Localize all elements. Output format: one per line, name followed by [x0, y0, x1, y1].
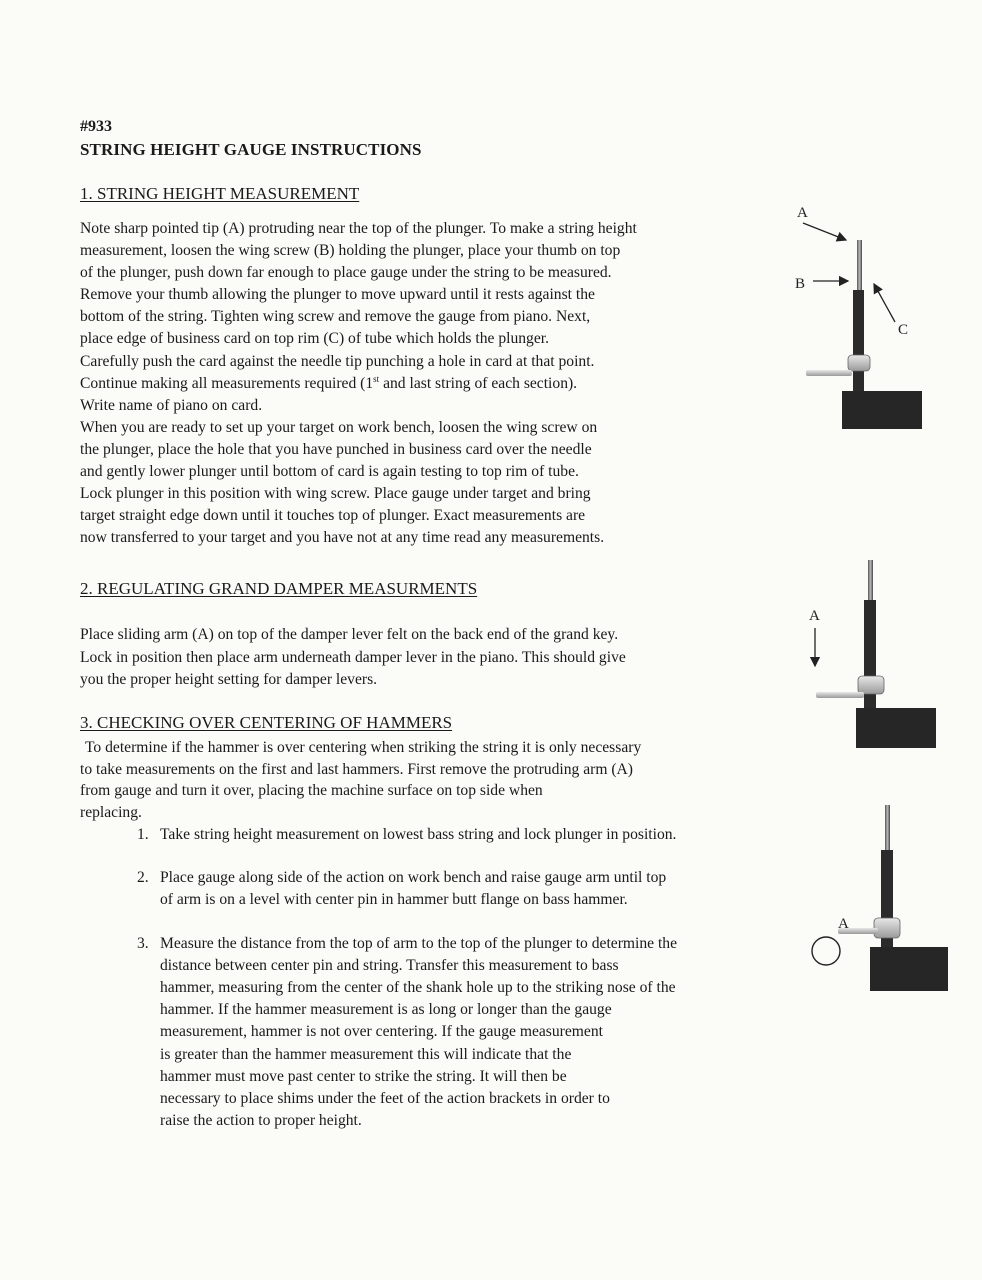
- text-line: hammer, measuring from the center of the shank hole up to the striking nose of the: [160, 979, 676, 997]
- label-b: B: [795, 276, 806, 292]
- gauge-collar: [848, 355, 870, 371]
- text-line: the plunger, place the hole that you have punched in business card over the needle: [80, 440, 592, 458]
- step-number: 3.: [137, 934, 149, 952]
- text-line: Place sliding arm (A) on top of the damper lever felt on the back end of the grand key.: [80, 626, 619, 643]
- text-line: Carefully push the card against the needle tip punching a hole in card at that point.: [80, 352, 595, 370]
- text-line: distance between center pin and string. Transfer this measurement to bass: [160, 956, 619, 974]
- text-line: from gauge and turn it over, placing the machine surface on top side when: [80, 782, 543, 799]
- document-title: STRING HEIGHT GAUGE INSTRUCTIONS: [80, 140, 422, 159]
- gauge-collar: [874, 918, 900, 938]
- text-line: target straight edge down until it touches top of plunger. Exact measurements are: [80, 507, 586, 525]
- gauge-arm: [816, 692, 864, 698]
- text-line: measurement, hammer is not over centering. If the gauge measurement: [160, 1023, 603, 1041]
- text-fragment: Continue making all measurements required (1: [80, 374, 374, 392]
- text-line: Lock plunger in this position with wing screw. Place gauge under target and bring: [80, 485, 591, 503]
- text-line: Remove your thumb allowing the plunger to move upward until it rests against the: [80, 286, 595, 304]
- label-a: A: [809, 608, 820, 624]
- text-line: bottom of the string. Tighten wing screw and remove the gauge from piano. Next,: [80, 308, 591, 326]
- text-line: When you are ready to set up your target on work bench, loosen the wing screw on: [80, 418, 598, 436]
- label-a: A: [797, 205, 808, 221]
- pointer-arrow-a: [803, 223, 846, 240]
- gauge-tube: [881, 850, 893, 960]
- gauge-base: [842, 391, 922, 429]
- superscript: st: [373, 373, 380, 384]
- text-line: Place gauge along side of the action on work bench and raise gauge arm until top: [160, 869, 667, 887]
- gauge-tube: [864, 600, 876, 715]
- text-line: hammer. If the hammer measurement is as long or longer than the gauge: [160, 1001, 612, 1019]
- text-line: Note sharp pointed tip (A) protruding near the top of the plunger. To make a string height: [80, 220, 637, 237]
- text-line: Lock in position then place arm underneath damper lever in the piano. This should give: [80, 648, 626, 666]
- text-line: Write name of piano on card.: [80, 396, 263, 414]
- step-number: 1.: [137, 826, 149, 843]
- section-2-heading: 2. REGULATING GRAND DAMPER MEASURMENTS: [80, 579, 478, 598]
- highlight-circle: [812, 937, 840, 965]
- text-line: now transferred to your target and you have not at any time read any measurements.: [80, 529, 605, 547]
- pointer-arrow-c: [874, 284, 895, 322]
- section-3-heading: 3. CHECKING OVER CENTERING OF HAMMERS: [80, 713, 453, 732]
- text-line: Measure the distance from the top of arm to the top of the plunger to determine the: [160, 934, 678, 952]
- text-line: you the proper height setting for damper levers.: [80, 671, 378, 688]
- text-line: place edge of business card on top rim (C) of tube which holds the plunger.: [80, 330, 549, 348]
- gauge-figure-3: [812, 805, 948, 991]
- part-number: #933: [80, 118, 112, 135]
- text-line: Take string height measurement on lowest bass string and lock plunger in position.: [160, 826, 677, 843]
- text-line: raise the action to proper height.: [160, 1112, 362, 1130]
- text-line: of the plunger, push down far enough to place gauge under the string to be measured.: [80, 264, 612, 282]
- text-fragment: and last string of each section).: [379, 374, 578, 392]
- gauge-arm: [806, 370, 852, 376]
- gauge-collar: [858, 676, 884, 694]
- gauge-tube: [853, 290, 864, 400]
- label-c: C: [898, 322, 909, 338]
- gauge-figure-2: [809, 560, 936, 748]
- text-line: is greater than the hammer measurement this will indicate that the: [160, 1045, 572, 1063]
- step-number: 2.: [137, 869, 149, 887]
- label-a: A: [838, 916, 849, 932]
- text-line: replacing.: [80, 803, 142, 821]
- gauge-figure-1: [795, 205, 922, 429]
- text-line: of arm is on a level with center pin in hammer butt flange on bass hammer.: [160, 891, 628, 909]
- text-line: measurement, loosen the wing screw (B) holding the plunger, place your thumb on top: [80, 242, 621, 260]
- text-line: To determine if the hammer is over centering when striking the string it is only necessary: [85, 739, 642, 756]
- section-1-heading: 1. STRING HEIGHT MEASUREMENT: [80, 184, 360, 203]
- text-line: hammer must move past center to strike the string. It will then be: [160, 1067, 567, 1085]
- text-line: to take measurements on the first and last hammers. First remove the protruding arm (A): [80, 760, 633, 778]
- text-line: and gently lower plunger until bottom of card is again testing to top rim of tube.: [80, 463, 579, 481]
- text-line: necessary to place shims under the feet of the action brackets in order to: [160, 1090, 610, 1108]
- gauge-base: [870, 947, 948, 991]
- gauge-base: [856, 708, 936, 748]
